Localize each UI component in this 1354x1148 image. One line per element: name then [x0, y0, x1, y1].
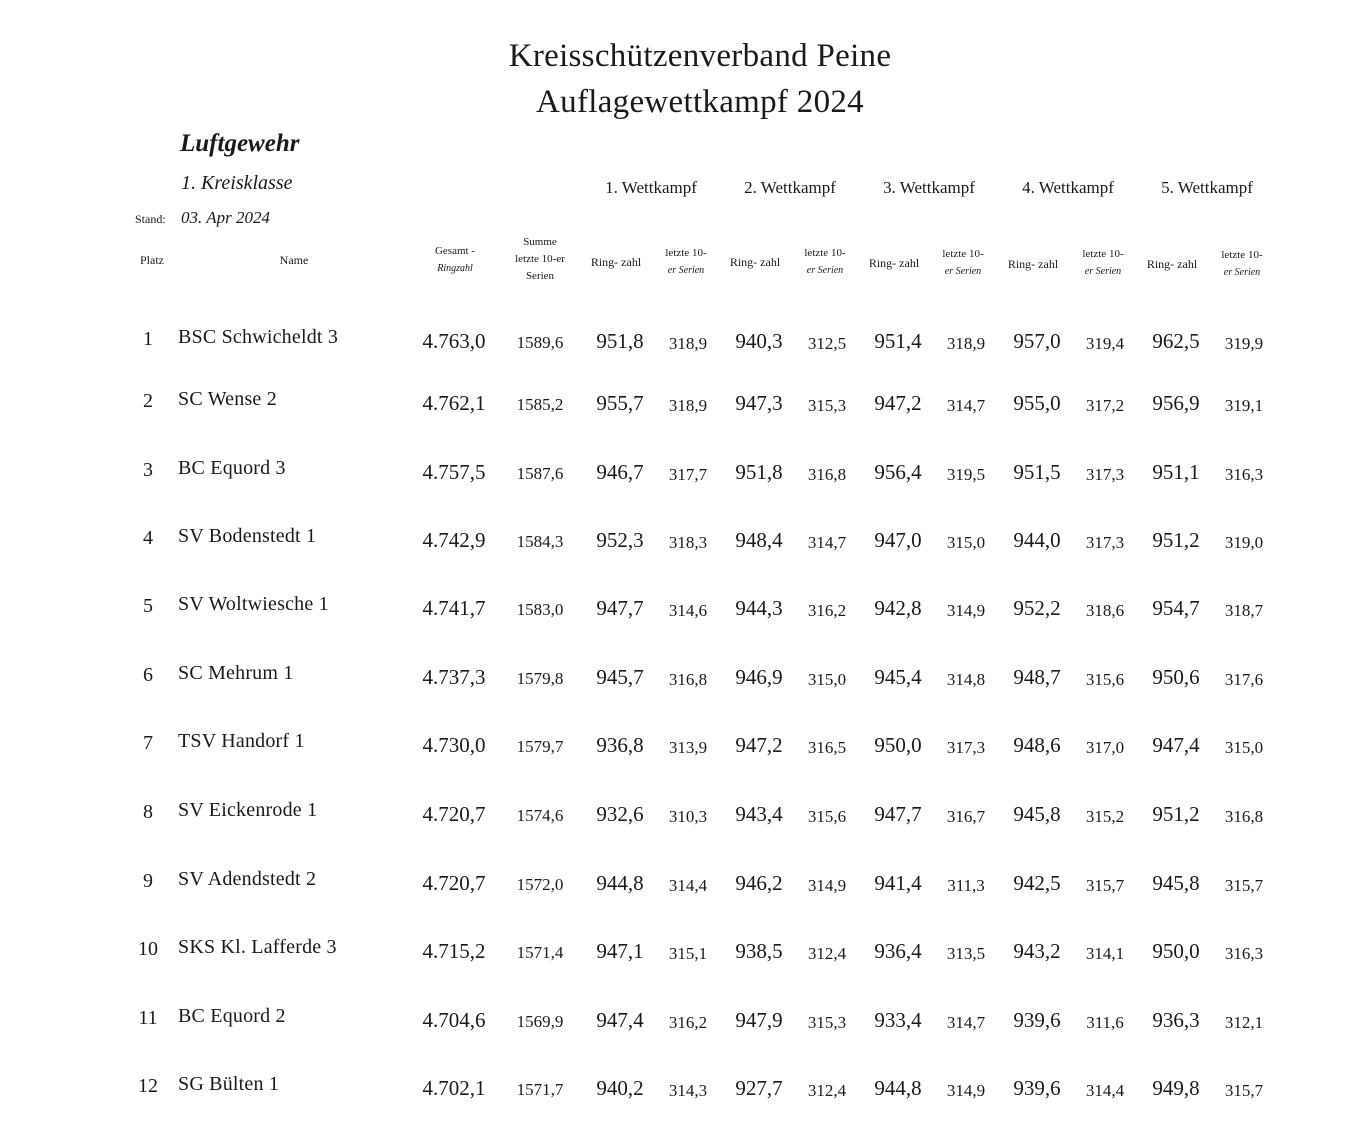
wettkampf-5-title: 5. Wettkampf — [1161, 178, 1253, 197]
stand-date: 03. Apr 2024 — [181, 208, 270, 227]
team-name-cell: SG Bülten 1 — [178, 1073, 280, 1095]
wettkampf-1-ring-cell: 947,1 — [596, 939, 644, 963]
page-subtitle: Auflagewettkampf 2024 — [536, 84, 864, 120]
rank-cell: 9 — [143, 870, 153, 892]
total-score-cell: 4.742,9 — [422, 528, 486, 552]
wettkampf-1-series-cell: 314,6 — [668, 601, 708, 620]
wettkampf-1-ring-cell: 940,2 — [596, 1076, 644, 1100]
team-name-cell: SV Adendstedt 2 — [178, 868, 317, 890]
table-row — [0, 459, 1354, 499]
wettkampf-4-series-cell: 317,3 — [1085, 533, 1125, 552]
wettkampf-5-ring-cell: 956,9 — [1152, 391, 1200, 415]
wettkampf-5-ring-cell: 950,6 — [1152, 665, 1200, 689]
wettkampf-5-ring-cell: 950,0 — [1152, 939, 1200, 963]
header-letzte-1: letzte 10- er Serien — [665, 247, 707, 276]
rank-cell: 11 — [138, 1007, 158, 1029]
total-score-cell: 4.720,7 — [422, 871, 486, 895]
wettkampf-4-ring-cell: 944,0 — [1013, 528, 1061, 552]
wettkampf-2-series-cell: 315,6 — [807, 807, 847, 826]
wettkampf-3-ring-cell: 942,8 — [874, 596, 922, 620]
total-score-cell: 4.762,1 — [422, 391, 486, 415]
series-sum-cell: 1579,7 — [516, 737, 564, 756]
wettkampf-4-series-cell: 311,6 — [1086, 1013, 1124, 1032]
wettkampf-2-ring-cell: 947,9 — [735, 1008, 783, 1032]
wettkampf-5-ring-cell: 936,3 — [1152, 1008, 1200, 1032]
wettkampf-2-series-cell: 316,8 — [807, 465, 847, 484]
header-platz: Platz — [140, 253, 164, 267]
wettkampf-3-ring-cell: 944,8 — [874, 1076, 922, 1100]
wettkampf-3-series-cell: 318,9 — [946, 334, 986, 353]
wettkampf-4-ring-cell: 948,6 — [1013, 733, 1061, 757]
wettkampf-4-series-cell: 314,4 — [1085, 1081, 1125, 1100]
table-row — [0, 870, 1354, 910]
rank-cell: 6 — [143, 664, 153, 686]
wettkampf-5-series-cell: 319,0 — [1224, 533, 1264, 552]
wettkampf-1-series-cell: 314,4 — [668, 876, 708, 895]
wettkampf-1-series-cell: 318,9 — [668, 396, 708, 415]
table-row — [0, 938, 1354, 978]
total-score-cell: 4.704,6 — [422, 1008, 486, 1032]
header-summe: Summe letzte 10-er Serien — [515, 236, 565, 282]
table-row — [0, 527, 1354, 567]
wettkampf-2-series-cell: 315,0 — [807, 670, 847, 689]
wettkampf-1-title: 1. Wettkampf — [605, 178, 697, 197]
wettkampf-2-series-cell: 312,4 — [807, 944, 847, 963]
series-sum-cell: 1571,7 — [516, 1080, 564, 1099]
team-name-cell: SKS Kl. Lafferde 3 — [178, 936, 337, 958]
wettkampf-1-ring-cell: 951,8 — [596, 329, 644, 353]
header-ringzahl-2: Ring- zahl — [729, 255, 781, 269]
series-sum-cell: 1583,0 — [516, 600, 564, 619]
wettkampf-5-series-cell: 316,3 — [1224, 465, 1264, 484]
header-name: Name — [279, 253, 309, 267]
wettkampf-2-ring-cell: 943,4 — [735, 802, 783, 826]
wettkampf-4-ring-cell: 939,6 — [1013, 1008, 1061, 1032]
rank-cell: 10 — [138, 938, 158, 960]
wettkampf-1-ring-cell: 946,7 — [596, 460, 644, 484]
series-sum-cell: 1574,6 — [516, 806, 564, 825]
rank-cell: 12 — [138, 1075, 158, 1097]
total-score-cell: 4.741,7 — [422, 596, 486, 620]
wettkampf-2-series-cell: 314,7 — [807, 533, 847, 552]
wettkampf-1-series-cell: 317,7 — [668, 465, 708, 484]
team-name-cell: SC Mehrum 1 — [178, 662, 294, 684]
wettkampf-1-ring-cell: 945,7 — [596, 665, 644, 689]
wettkampf-5-series-cell: 316,8 — [1224, 807, 1264, 826]
wettkampf-4-ring-cell: 939,6 — [1013, 1076, 1061, 1100]
header-letzte-4: letzte 10- er Serien — [1082, 248, 1124, 277]
wettkampf-1-series-cell: 318,3 — [668, 533, 708, 552]
wettkampf-5-series-cell: 315,0 — [1224, 738, 1264, 757]
series-sum-cell: 1579,8 — [516, 669, 564, 688]
class-label: 1. Kreisklasse — [181, 172, 293, 194]
wettkampf-5-series-cell: 315,7 — [1224, 876, 1264, 895]
wettkampf-4-series-cell: 317,2 — [1085, 396, 1125, 415]
wettkampf-1-ring-cell: 944,8 — [596, 871, 644, 895]
wettkampf-3-series-cell: 316,7 — [946, 807, 986, 826]
wettkampf-2-series-cell: 315,3 — [807, 1013, 847, 1032]
table-row — [0, 732, 1354, 772]
total-score-cell: 4.757,5 — [422, 460, 486, 484]
wettkampf-3-ring-cell: 933,4 — [874, 1008, 922, 1032]
wettkampf-5-ring-cell: 951,1 — [1152, 460, 1200, 484]
wettkampf-1-series-cell: 315,1 — [668, 944, 708, 963]
wettkampf-3-series-cell: 313,5 — [946, 944, 986, 963]
table-row — [0, 595, 1354, 635]
series-sum-cell: 1571,4 — [516, 943, 564, 962]
total-score-cell: 4.763,0 — [422, 329, 486, 353]
wettkampf-3-ring-cell: 947,7 — [874, 802, 922, 826]
wettkampf-5-series-cell: 318,7 — [1224, 601, 1264, 620]
wettkampf-5-ring-cell: 949,8 — [1152, 1076, 1200, 1100]
wettkampf-3-ring-cell: 941,4 — [874, 871, 922, 895]
wettkampf-4-ring-cell: 943,2 — [1013, 939, 1061, 963]
wettkampf-2-series-cell: 312,4 — [807, 1081, 847, 1100]
wettkampf-3-series-cell: 314,9 — [946, 601, 986, 620]
wettkampf-1-series-cell: 314,3 — [668, 1081, 708, 1100]
wettkampf-3-ring-cell: 945,4 — [874, 665, 922, 689]
wettkampf-4-ring-cell: 948,7 — [1013, 665, 1061, 689]
wettkampf-2-ring-cell: 940,3 — [735, 329, 783, 353]
header-ringzahl-1: Ring- zahl — [590, 255, 642, 269]
wettkampf-4-series-cell: 314,1 — [1085, 944, 1125, 963]
wettkampf-1-series-cell: 313,9 — [668, 738, 708, 757]
rank-cell: 8 — [143, 801, 153, 823]
wettkampf-2-ring-cell: 938,5 — [735, 939, 783, 963]
team-name-cell: SV Eickenrode 1 — [178, 799, 318, 821]
wettkampf-3-series-cell: 319,5 — [946, 465, 986, 484]
wettkampf-2-ring-cell: 948,4 — [735, 528, 783, 552]
table-row — [0, 328, 1354, 368]
wettkampf-2-series-cell: 315,3 — [807, 396, 847, 415]
header-letzte-5: letzte 10- er Serien — [1221, 249, 1263, 278]
wettkampf-5-ring-cell: 954,7 — [1152, 596, 1200, 620]
wettkampf-1-series-cell: 310,3 — [668, 807, 708, 826]
series-sum-cell: 1572,0 — [516, 875, 564, 894]
team-name-cell: BC Equord 2 — [178, 1005, 286, 1027]
wettkampf-5-series-cell: 319,9 — [1224, 334, 1264, 353]
rank-cell: 3 — [143, 459, 153, 481]
team-name-cell: BSC Schwicheldt 3 — [178, 326, 339, 348]
rank-cell: 7 — [143, 732, 153, 754]
wettkampf-2-ring-cell: 951,8 — [735, 460, 783, 484]
wettkampf-2-ring-cell: 947,3 — [735, 391, 783, 415]
wettkampf-5-ring-cell: 951,2 — [1152, 802, 1200, 826]
wettkampf-2-series-cell: 312,5 — [807, 334, 847, 353]
wettkampf-2-series-cell: 314,9 — [807, 876, 847, 895]
wettkampf-5-series-cell: 317,6 — [1224, 670, 1264, 689]
table-row — [0, 390, 1354, 430]
header-ringzahl-3: Ring- zahl — [868, 256, 920, 270]
total-score-cell: 4.720,7 — [422, 802, 486, 826]
wettkampf-2-ring-cell: 946,2 — [735, 871, 783, 895]
wettkampf-3-ring-cell: 951,4 — [874, 329, 922, 353]
header-letzte-3: letzte 10- er Serien — [942, 248, 984, 277]
wettkampf-3-series-cell: 314,8 — [946, 670, 986, 689]
wettkampf-2-ring-cell: 927,7 — [735, 1076, 783, 1100]
wettkampf-3-series-cell: 317,3 — [946, 738, 986, 757]
wettkampf-3-ring-cell: 956,4 — [874, 460, 922, 484]
wettkampf-3-series-cell: 314,9 — [946, 1081, 986, 1100]
wettkampf-4-ring-cell: 952,2 — [1013, 596, 1061, 620]
table-row — [0, 664, 1354, 704]
wettkampf-1-ring-cell: 955,7 — [596, 391, 644, 415]
wettkampf-1-ring-cell: 952,3 — [596, 528, 644, 552]
wettkampf-2-series-cell: 316,5 — [807, 738, 847, 757]
wettkampf-5-ring-cell: 947,4 — [1152, 733, 1200, 757]
wettkampf-5-ring-cell: 945,8 — [1152, 871, 1200, 895]
wettkampf-1-ring-cell: 936,8 — [596, 733, 644, 757]
series-sum-cell: 1584,3 — [516, 532, 564, 551]
wettkampf-4-series-cell: 318,6 — [1085, 601, 1125, 620]
wettkampf-1-ring-cell: 947,4 — [596, 1008, 644, 1032]
page-title: Kreisschützenverband Peine — [508, 38, 892, 74]
wettkampf-4-series-cell: 317,0 — [1085, 738, 1125, 757]
series-sum-cell: 1589,6 — [516, 333, 564, 352]
team-name-cell: TSV Handorf 1 — [178, 730, 305, 752]
total-score-cell: 4.715,2 — [422, 939, 486, 963]
wettkampf-2-series-cell: 316,2 — [807, 601, 847, 620]
wettkampf-3-ring-cell: 947,2 — [874, 391, 922, 415]
wettkampf-4-ring-cell: 957,0 — [1013, 329, 1061, 353]
wettkampf-3-title: 3. Wettkampf — [883, 178, 975, 197]
series-sum-cell: 1587,6 — [516, 464, 564, 483]
wettkampf-5-series-cell: 319,1 — [1224, 396, 1264, 415]
discipline-label: Luftgewehr — [180, 130, 300, 157]
wettkampf-2-ring-cell: 944,3 — [735, 596, 783, 620]
header-ringzahl-4: Ring- zahl — [1007, 257, 1059, 271]
wettkampf-3-series-cell: 315,0 — [946, 533, 986, 552]
rank-cell: 2 — [143, 390, 153, 412]
total-score-cell: 4.702,1 — [422, 1076, 486, 1100]
wettkampf-1-ring-cell: 947,7 — [596, 596, 644, 620]
header-ringzahl-5: Ring- zahl — [1146, 257, 1198, 271]
wettkampf-4-series-cell: 315,2 — [1085, 807, 1125, 826]
rank-cell: 5 — [143, 595, 153, 617]
wettkampf-4-series-cell: 319,4 — [1085, 334, 1125, 353]
wettkampf-4-ring-cell: 942,5 — [1013, 871, 1061, 895]
total-score-cell: 4.730,0 — [422, 733, 486, 757]
wettkampf-3-ring-cell: 950,0 — [874, 733, 922, 757]
wettkampf-1-series-cell: 316,8 — [668, 670, 708, 689]
rank-cell: 4 — [143, 527, 153, 549]
wettkampf-3-series-cell: 311,3 — [947, 876, 985, 895]
wettkampf-4-ring-cell: 955,0 — [1013, 391, 1061, 415]
wettkampf-4-series-cell: 315,7 — [1085, 876, 1125, 895]
table-row — [0, 801, 1354, 841]
wettkampf-4-ring-cell: 951,5 — [1013, 460, 1061, 484]
table-row — [0, 1075, 1354, 1115]
wettkampf-2-title: 2. Wettkampf — [744, 178, 836, 197]
header-letzte-2: letzte 10- er Serien — [804, 247, 846, 276]
wettkampf-5-ring-cell: 951,2 — [1152, 528, 1200, 552]
wettkampf-5-series-cell: 312,1 — [1224, 1013, 1264, 1032]
header-gesamt: Gesamt - Ringzahl — [434, 245, 475, 274]
stand-label: Stand: — [135, 212, 166, 226]
wettkampf-3-series-cell: 314,7 — [946, 1013, 986, 1032]
team-name-cell: SV Bodenstedt 1 — [178, 525, 317, 547]
table-row — [0, 1007, 1354, 1047]
rank-cell: 1 — [143, 328, 153, 350]
wettkampf-1-ring-cell: 932,6 — [596, 802, 644, 826]
wettkampf-4-title: 4. Wettkampf — [1022, 178, 1114, 197]
team-name-cell: SC Wense 2 — [178, 388, 277, 410]
wettkampf-3-series-cell: 314,7 — [946, 396, 986, 415]
wettkampf-5-series-cell: 315,7 — [1224, 1081, 1264, 1100]
wettkampf-3-ring-cell: 947,0 — [874, 528, 922, 552]
total-score-cell: 4.737,3 — [422, 665, 486, 689]
wettkampf-3-ring-cell: 936,4 — [874, 939, 922, 963]
series-sum-cell: 1585,2 — [516, 395, 564, 414]
team-name-cell: BC Equord 3 — [178, 457, 286, 479]
wettkampf-2-ring-cell: 946,9 — [735, 665, 783, 689]
wettkampf-2-ring-cell: 947,2 — [735, 733, 783, 757]
wettkampf-1-series-cell: 316,2 — [668, 1013, 708, 1032]
series-sum-cell: 1569,9 — [516, 1012, 564, 1031]
wettkampf-5-ring-cell: 962,5 — [1152, 329, 1200, 353]
wettkampf-4-series-cell: 317,3 — [1085, 465, 1125, 484]
wettkampf-5-series-cell: 316,3 — [1224, 944, 1264, 963]
wettkampf-4-series-cell: 315,6 — [1085, 670, 1125, 689]
wettkampf-4-ring-cell: 945,8 — [1013, 802, 1061, 826]
wettkampf-1-series-cell: 318,9 — [668, 334, 708, 353]
team-name-cell: SV Woltwiesche 1 — [178, 593, 329, 615]
